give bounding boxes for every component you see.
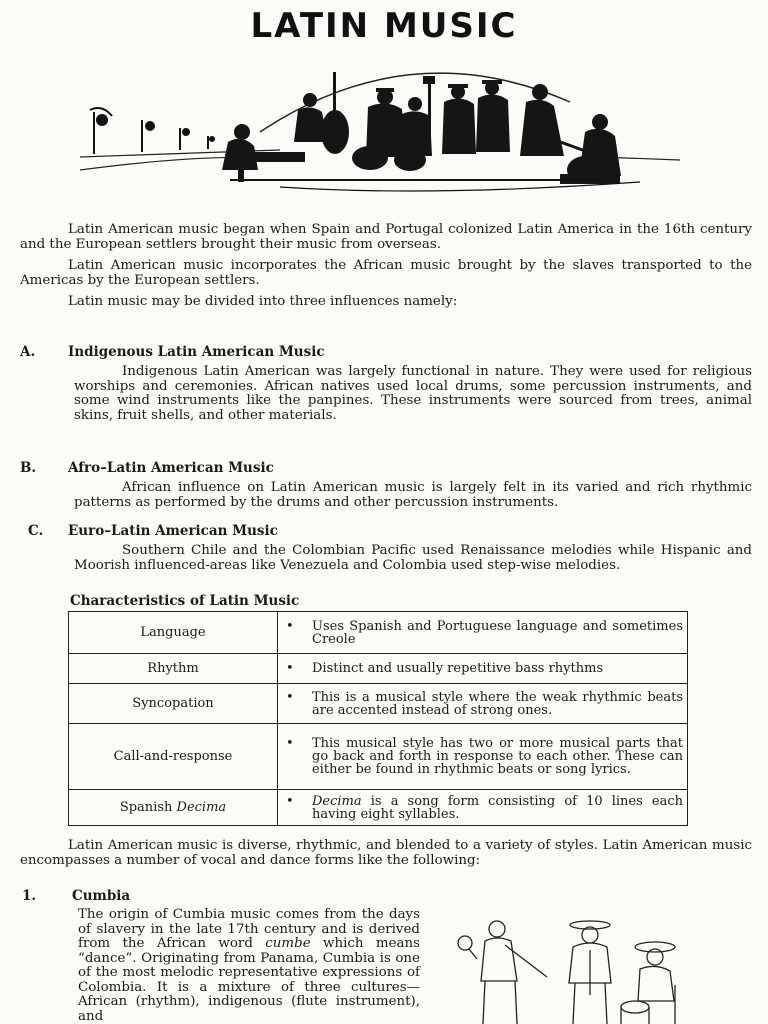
intro-paragraph: Latin American music incorporates the African music brought by the slaves transported to the Americas by the European settlers.	[20, 258, 752, 288]
term-cell: Call-and-response	[69, 724, 278, 790]
cumbia-heading: 1. Cumbia	[22, 888, 131, 904]
table-row	[69, 684, 688, 724]
section-heading: C. Euro–Latin American Music	[28, 523, 278, 539]
characteristics-table	[68, 611, 688, 826]
table-row	[69, 790, 688, 826]
section-a	[20, 341, 752, 423]
section-heading: B. Afro–Latin American Music	[20, 460, 274, 476]
section-heading: A. Indigenous Latin American Music	[20, 344, 325, 360]
section-body: African influence on Latin American music is largely felt in its varied and rich rhythmic patterns as performed by the drums and other percussion instruments.	[74, 480, 752, 510]
table-row	[69, 724, 688, 790]
diversity-paragraph: Latin American music is diverse, rhythmic, and blended to a variety of styles. Latin American music encompasses a number of vocal and dance forms like the following:	[20, 838, 752, 868]
bullet-icon: •	[286, 689, 294, 705]
term-cell: Spanish Decima	[69, 790, 278, 826]
band-illustration	[80, 62, 680, 197]
section-b	[20, 457, 752, 510]
description-cell: • Decima is a song form consisting of 10 lines each having eight syllables.	[278, 790, 688, 826]
bullet-icon: •	[286, 736, 294, 751]
term-cell: Syncopation	[69, 684, 278, 724]
description-cell: • This musical style has two or more musical parts that go back and forth in response to each other. These can either be found in rhythmic beats or song lyrics.	[278, 724, 688, 790]
term-cell: Language	[69, 612, 278, 654]
description-cell: • This is a musical style where the weak rhythmic beats are accented instead of strong ones.	[278, 684, 688, 724]
cumbia-musicians-illustration	[445, 915, 690, 1024]
section-body: Indigenous Latin American was largely functional in nature. They were used for religious worships and ceremonies. African natives used local drums, some percussion instruments, and some wind instruments like the panpines. These instruments were sourced from trees, animal skins, fruit shells, and other materials.	[74, 364, 752, 423]
intro-paragraph: Latin music may be divided into three influences namely:	[68, 294, 458, 309]
bullet-icon: •	[286, 793, 294, 809]
table-row	[69, 654, 688, 684]
bullet-icon: •	[286, 618, 294, 634]
page-title: LATIN MUSIC	[250, 6, 518, 46]
intro-paragraph: Latin American music began when Spain and Portugal colonized Latin America in the 16th century and the European settlers brought their music from overseas.	[20, 222, 752, 252]
bullet-icon: •	[286, 661, 294, 676]
cumbia-body: The origin of Cumbia music comes from the days of slavery in the late 17th century and is derived from the African word cumbe which means “dance”. Originating from Panama, Cumbia is one of the most melodic representative expressions of Colombia. It is a mixture of three cultures—African (rhythm), indigenous (flute instrument), and	[78, 907, 420, 1024]
table-row	[69, 612, 688, 654]
section-body: Southern Chile and the Colombian Pacific used Renaissance melodies while Hispanic and Moorish influenced-areas like Venezuela and Colombia used step-wise melodies.	[74, 543, 752, 573]
section-c	[28, 520, 752, 573]
term-cell: Rhythm	[69, 654, 278, 684]
description-cell: • Uses Spanish and Portuguese language and sometimes Creole	[278, 612, 688, 654]
description-cell: • Distinct and usually repetitive bass rhythms	[278, 654, 688, 684]
characteristics-heading: Characteristics of Latin Music	[70, 593, 300, 609]
